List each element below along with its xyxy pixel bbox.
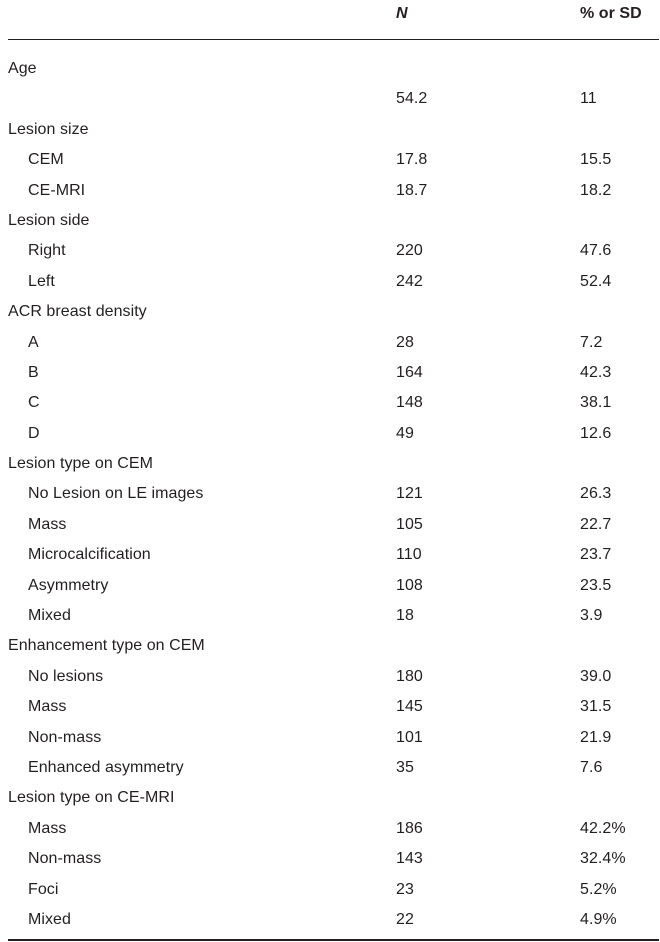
row-label: No lesions	[28, 667, 104, 685]
table-row	[0, 419, 660, 449]
header-divider	[8, 39, 659, 40]
row-label: Mixed	[28, 607, 71, 625]
row-label: CEM	[28, 151, 64, 169]
row-label: Asymmetry	[28, 576, 109, 594]
table-section-row	[0, 54, 660, 84]
table-section-row	[0, 631, 660, 661]
table-body	[0, 54, 660, 935]
table-row	[0, 692, 660, 722]
row-label: Microcalcification	[28, 546, 151, 564]
row-percent-value: 23.5	[580, 576, 612, 594]
row-label: B	[28, 363, 39, 381]
row-percent-value: 32.4%	[580, 850, 626, 868]
row-percent-value: 42.2%	[580, 819, 626, 837]
row-percent-value: 21.9	[580, 728, 612, 746]
table-row	[0, 176, 660, 206]
table-row	[0, 601, 660, 631]
table-row	[0, 905, 660, 935]
row-label: D	[28, 424, 40, 442]
row-label: Mass	[28, 515, 67, 533]
row-percent-value: 5.2%	[580, 880, 617, 898]
row-label: Mass	[28, 698, 67, 716]
row-label: Left	[28, 272, 55, 290]
row-n-value: 101	[396, 728, 423, 746]
row-percent-value: 15.5	[580, 151, 612, 169]
row-n-value: 220	[396, 242, 423, 260]
row-label: C	[28, 394, 40, 412]
table-row	[0, 875, 660, 905]
table-row	[0, 358, 660, 388]
row-percent-value: 4.9%	[580, 910, 617, 928]
column-header-percent-sd: % or SD	[580, 5, 642, 22]
row-label: Non-mass	[28, 728, 102, 746]
row-percent-value: 7.2	[580, 333, 603, 351]
row-n-value: 121	[396, 485, 423, 503]
row-label: Age	[8, 60, 37, 77]
row-n-value: 18.7	[396, 181, 428, 199]
row-n-value: 17.8	[396, 151, 428, 169]
row-n-value: 105	[396, 515, 423, 533]
table-row	[0, 662, 660, 692]
table-row	[0, 723, 660, 753]
row-label: No Lesion on LE images	[28, 485, 204, 503]
row-n-value: 35	[396, 758, 414, 776]
row-percent-value: 12.6	[580, 424, 612, 442]
row-n-value: 22	[396, 910, 414, 928]
row-n-value: 242	[396, 272, 423, 290]
table-section-row	[0, 206, 660, 236]
column-header-n: N	[396, 5, 408, 22]
table-row	[0, 328, 660, 358]
row-n-value: 180	[396, 667, 423, 685]
row-n-value: 143	[396, 850, 423, 868]
table-section-row	[0, 449, 660, 479]
table-header	[0, 0, 660, 40]
row-percent-value: 22.7	[580, 515, 612, 533]
table-row	[0, 479, 660, 509]
row-percent-value: 47.6	[580, 242, 612, 260]
table-bottom-rule	[8, 939, 659, 941]
row-label: Lesion type on CE-MRI	[8, 789, 175, 807]
row-n-value: 54.2	[396, 90, 428, 108]
row-label: Right	[28, 242, 66, 260]
row-percent-value: 7.6	[580, 758, 603, 776]
row-percent-value: 18.2	[580, 181, 612, 199]
row-label: Enhanced asymmetry	[28, 758, 184, 776]
table-section-row	[0, 84, 660, 114]
row-label: Non-mass	[28, 850, 102, 868]
table-section-row	[0, 783, 660, 813]
row-percent-value: 26.3	[580, 485, 612, 503]
row-n-value: 164	[396, 363, 423, 381]
row-label: Lesion type on CEM	[8, 455, 153, 473]
row-n-value: 49	[396, 424, 414, 442]
table-section-row	[0, 115, 660, 145]
table-row	[0, 236, 660, 266]
row-label: Foci	[28, 880, 59, 898]
row-label: Mass	[28, 819, 67, 837]
row-n-value: 23	[396, 880, 414, 898]
row-percent-value: 42.3	[580, 363, 612, 381]
row-percent-value: 23.7	[580, 546, 612, 564]
table-row	[0, 145, 660, 175]
row-label: CE-MRI	[28, 181, 86, 199]
table-row	[0, 540, 660, 570]
row-label: Lesion side	[8, 211, 90, 229]
table-row	[0, 510, 660, 540]
row-n-value: 18	[396, 607, 414, 625]
row-label: A	[28, 333, 39, 351]
row-label: Mixed	[28, 910, 71, 928]
table-row	[0, 753, 660, 783]
table-row	[0, 571, 660, 601]
row-n-value: 148	[396, 394, 423, 412]
row-label: ACR breast density	[8, 303, 147, 321]
row-percent-value: 39.0	[580, 667, 612, 685]
row-n-value: 186	[396, 819, 423, 837]
row-percent-value: 52.4	[580, 272, 612, 290]
row-percent-value: 38.1	[580, 394, 612, 412]
row-label: Enhancement type on CEM	[8, 637, 205, 655]
table-row	[0, 267, 660, 297]
table-section-row	[0, 297, 660, 327]
row-percent-value: 11	[580, 90, 597, 108]
row-n-value: 108	[396, 576, 423, 594]
row-n-value: 110	[396, 546, 422, 564]
row-percent-value: 3.9	[580, 607, 603, 625]
row-percent-value: 31.5	[580, 698, 612, 716]
table-row	[0, 814, 660, 844]
table-row	[0, 388, 660, 418]
table-row	[0, 844, 660, 874]
row-n-value: 28	[396, 333, 414, 351]
row-n-value: 145	[396, 698, 423, 716]
row-label: Lesion size	[8, 120, 89, 138]
